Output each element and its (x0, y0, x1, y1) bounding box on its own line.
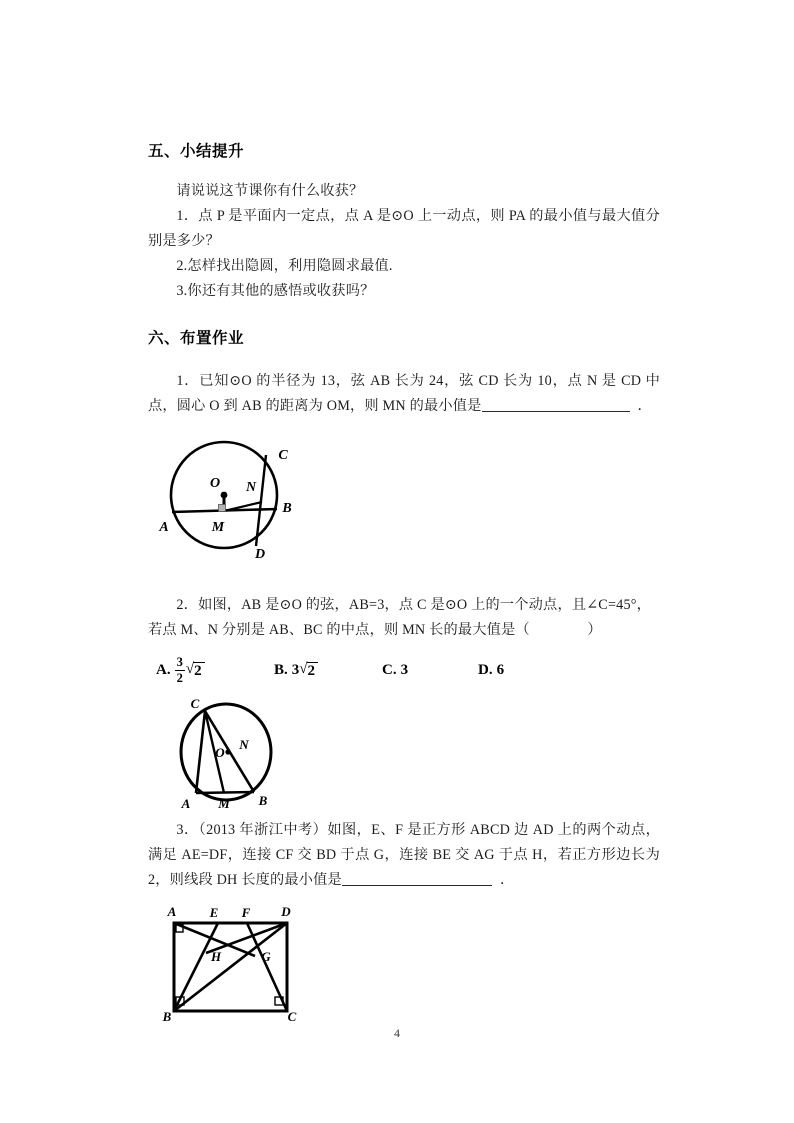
choice-d[interactable] (478, 662, 504, 679)
label-b: B (162, 1008, 172, 1021)
summary-line-prompt: 请说说这节课你有什么收获？ (176, 182, 364, 199)
label-a: A (159, 520, 169, 536)
choice-b-coefficient: 3 (291, 661, 300, 678)
radical-sign-icon: √ (185, 660, 195, 677)
question-2-text (148, 593, 660, 643)
page-number: 4 (394, 1026, 400, 1040)
radical-sign-icon: √ (299, 660, 308, 677)
question-1-text (148, 369, 660, 419)
label-o: O (209, 476, 221, 492)
summary-line-3: 3.你还有其他的感悟或收获吗？ (176, 282, 375, 299)
segment-ca (196, 711, 205, 793)
label-b: B (258, 792, 268, 808)
choice-d-value: 6 (496, 661, 505, 678)
choice-b-label: B. (274, 661, 288, 678)
figure-inscribed-triangle-svg (162, 697, 312, 809)
choice-a[interactable] (156, 656, 274, 685)
center-point-dot (221, 492, 228, 499)
page-content (148, 0, 660, 1026)
figure-inscribed-triangle (162, 697, 660, 814)
label-f: F (241, 904, 251, 920)
choice-c-label: C. (382, 661, 397, 678)
center-point-dot (225, 749, 230, 754)
choice-a-radicand: 2 (193, 662, 205, 679)
label-o: O (215, 744, 225, 760)
choice-b-radicand: 2 (307, 662, 319, 679)
label-g: G (261, 948, 271, 964)
figure-square-abcd-svg (154, 901, 314, 1021)
choice-b-sqrt (299, 662, 318, 679)
label-b: B (282, 501, 292, 517)
right-angle-mark (219, 505, 226, 512)
question-3-period: ． (499, 871, 515, 888)
figure-circle-chords-svg (152, 433, 322, 558)
label-c: C (278, 448, 288, 464)
label-c: C (190, 696, 200, 711)
choice-d-label: D. (478, 661, 493, 678)
label-m: M (211, 520, 225, 536)
choice-a-sqrt (186, 662, 205, 679)
choice-a-denominator: 2 (176, 671, 183, 686)
question-2-line-1: 2．如图，AB 是⊙O 的弦，AB=3，点 C 是⊙O 上的一个动点，且∠C=45°， (176, 597, 652, 614)
label-n: N (239, 736, 249, 752)
question-2-line-2: 若点 M、N 分别是 AB、BC 的中点，则 MN 长的最大值是（ ） (148, 622, 602, 639)
label-m: M (218, 795, 230, 809)
question-1-body: 1．已知⊙O 的半径为 13，弦 AB 长为 24，弦 CD 长为 10，点 N 是 CD 中点，圆心 O 到 AB 的距离为 OM，则 MN 的最小值是 (148, 373, 660, 415)
section-heading-summary: 五、小结提升 (148, 142, 245, 160)
label-d: D (281, 903, 291, 919)
question-2-choices (156, 656, 660, 685)
label-d: D (254, 547, 266, 559)
figure-circle-chords (152, 433, 660, 563)
question-1-period: ． (637, 398, 652, 415)
choice-c-value: 3 (400, 661, 409, 678)
question-3-body: 3．（2013 年浙江中考）如图，E、F 是正方形 ABCD 边 AD 上的两个动点，满足 AE=DF，连接 CF 交 BD 于点 G，连接 BE 交 AG 于点 H，若正方形边长为 2，则线段 DH 长度的最小值是 (148, 821, 660, 888)
section-heading-homework: 六、布置作业 (148, 328, 245, 347)
summary-line-2: 2.怎样找出隐圆，利用隐圆求最值. (176, 257, 393, 274)
label-c: C (287, 1008, 297, 1021)
choice-b[interactable] (274, 662, 382, 679)
choice-c[interactable] (382, 662, 478, 679)
label-e: E (209, 904, 219, 920)
summary-line-1: 1．点 P 是平面内一定点，点 A 是⊙O 上一动点，则 PA 的最小值与最大值分别是多少？ (148, 207, 660, 249)
choice-a-fraction (175, 656, 185, 685)
question-3-text (148, 818, 660, 893)
segment-be (174, 923, 218, 1011)
question-1-answer-blank[interactable] (482, 411, 630, 412)
label-a: A (167, 903, 177, 919)
choice-a-numerator: 3 (176, 655, 183, 670)
question-3-answer-blank[interactable] (342, 885, 492, 886)
label-n: N (245, 480, 257, 496)
choice-a-label: A. (156, 661, 171, 678)
figure-square-abcd (154, 901, 660, 1026)
diagonal-bd (174, 923, 287, 1011)
label-h: H (210, 948, 222, 964)
label-a: A (181, 795, 191, 809)
